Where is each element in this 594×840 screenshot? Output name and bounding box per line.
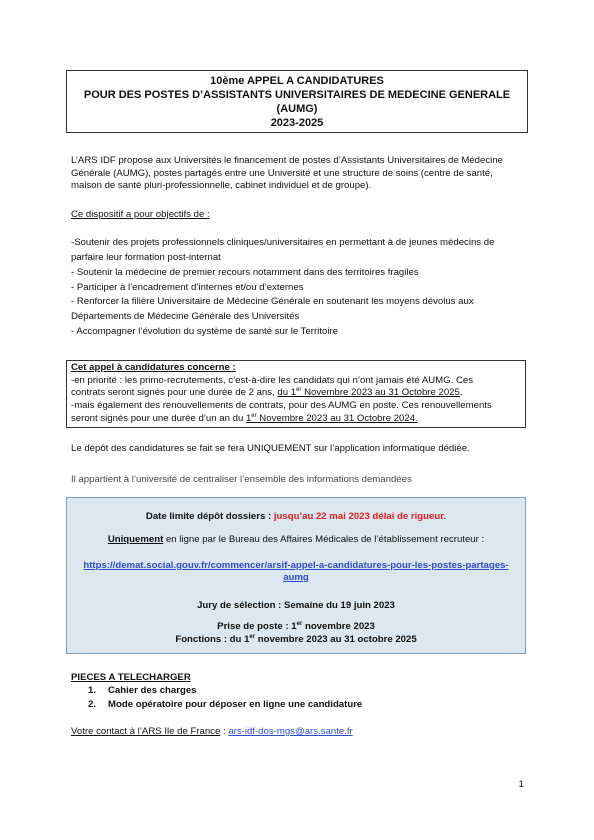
- intro-line-3: maison de santé pluri-professionnelle, cabinet individuel et de groupe).: [71, 180, 372, 192]
- concerne-line-2: contrats seront signés pour une durée de 2 ans, du 1er Novembre 2023 au 31 Octobre 2025.: [71, 387, 463, 399]
- jury-line: Jury de sélection : Semaine du 19 juin 2023: [197, 600, 395, 611]
- concerne-box: [66, 360, 526, 428]
- online-text: en ligne par le Bureau des Affaires Médicales de l’établissement recruteur :: [163, 534, 485, 545]
- application-link[interactable]: [67, 560, 525, 584]
- concerne-line-2-text: contrats seront signés pour une durée de 2 ans,: [71, 387, 278, 399]
- depot-text: Le dépôt des candidatures se fait se fera UNIQUEMENT sur l’application informatique dédiée.: [71, 443, 470, 454]
- centraliser-text: Il appartient à l’université de centraliser l’ensemble des informations demandées: [71, 474, 412, 485]
- objectives-heading: Ce dispositif a pour objectifs de :: [71, 209, 210, 220]
- deadline-line: [67, 511, 525, 524]
- concerne-line-4-text: seront signés pour une durée d’un an du: [71, 412, 246, 424]
- online-line: [67, 534, 525, 547]
- concerne-line-3: -mais également des renouvellements de contrats, pour des AUMG en poste. Ces renouvellements: [71, 399, 492, 411]
- application-url-line-1[interactable]: https://demat.social.gouv.fr/commencer/arsif-appel-a-candidatures-pour-les-postes-partages-: [83, 560, 509, 571]
- objective-1-line-1: -Soutenir des projets professionnels cliniques/universitaires en permettant à de jeunes médecins de: [71, 237, 495, 248]
- concerne-dates-2025: du 1er Novembre 2023 au 31 Octobre 2025: [277, 387, 460, 399]
- objective-4-line-2: Départements de Médecine Générale des Universités: [71, 311, 300, 323]
- title-line-3: (AUMG): [276, 103, 318, 116]
- contact-email-link[interactable]: ars-idf-dos-mgs@ars.sante.fr: [228, 726, 353, 737]
- contact-label: Votre contact à l’ARS Ile de France: [71, 726, 221, 737]
- deadline-label: Date limite dépôt dossiers :: [145, 511, 274, 522]
- concerne-heading: Cet appel à candidatures concerne :: [71, 362, 236, 373]
- title-line-4: 2023-2025: [270, 117, 324, 130]
- page-number: 1: [518, 779, 524, 790]
- concerne-line-4: [71, 413, 521, 426]
- objectives-list: [71, 236, 526, 340]
- objective-3: - Participer à l’encadrement d’internes et/ou d’externes: [71, 281, 304, 293]
- piece-item-1[interactable]: 1. Cahier des charges: [88, 685, 197, 696]
- title-box: [66, 70, 528, 133]
- title-line-2: POUR DES POSTES D’ASSISTANTS UNIVERSITAIRES DE MEDECINE GENERALE: [83, 89, 511, 102]
- pieces-heading: PIECES A TELECHARGER: [71, 672, 191, 683]
- info-box: [66, 497, 526, 654]
- uniquement-label: Uniquement: [107, 534, 164, 545]
- application-url-line-2[interactable]: aumg: [283, 571, 309, 583]
- objective-4-line-1: - Renforcer la filière Universitaire de Médecine Générale en soutenant les moyens dévolus aux: [71, 296, 474, 308]
- contact-line: Votre contact à l’ARS Ile de France : ars-idf-dos-mgs@ars.sante.fr: [71, 726, 353, 737]
- deadline-value: jusqu’au 22 mai 2023 délai de rigueur.: [273, 511, 447, 522]
- intro-paragraph: [71, 155, 526, 193]
- intro-line-1: L’ARS IDF propose aux Universités le financement de postes d’Assistants Universitaires de Médecine: [71, 155, 503, 166]
- concerne-dates-2024: 1er Novembre 2023 au 31 Octobre 2024.: [245, 412, 418, 424]
- title-line-1: 10ème APPEL A CANDIDATURES: [210, 75, 384, 87]
- piece-item-2[interactable]: 2. Mode opératoire pour déposer en ligne une candidature: [88, 698, 363, 710]
- objective-2: - Soutenir la médecine de premier recours notamment dans des territoires fragiles: [71, 266, 419, 278]
- intro-line-2: Générale (AUMG), postes partagés entre une Université et une structure de soins (centre de santé,: [71, 167, 493, 179]
- pieces-list: [88, 684, 362, 712]
- concerne-line-1: -en priorité : les primo-recrutements, c’est-à-dire les candidats qui n’ont jamais été AUMG. Ces: [71, 374, 474, 386]
- fonctions-line: Fonctions : du 1er novembre 2023 au 31 octobre 2025: [175, 633, 417, 645]
- objective-1-line-2: parfaire leur formation post-internat: [71, 251, 221, 263]
- prise-line: Prise de poste : 1er novembre 2023: [217, 620, 375, 632]
- objective-5: - Accompagner l’évolution du système de santé sur le Territoire: [71, 326, 338, 338]
